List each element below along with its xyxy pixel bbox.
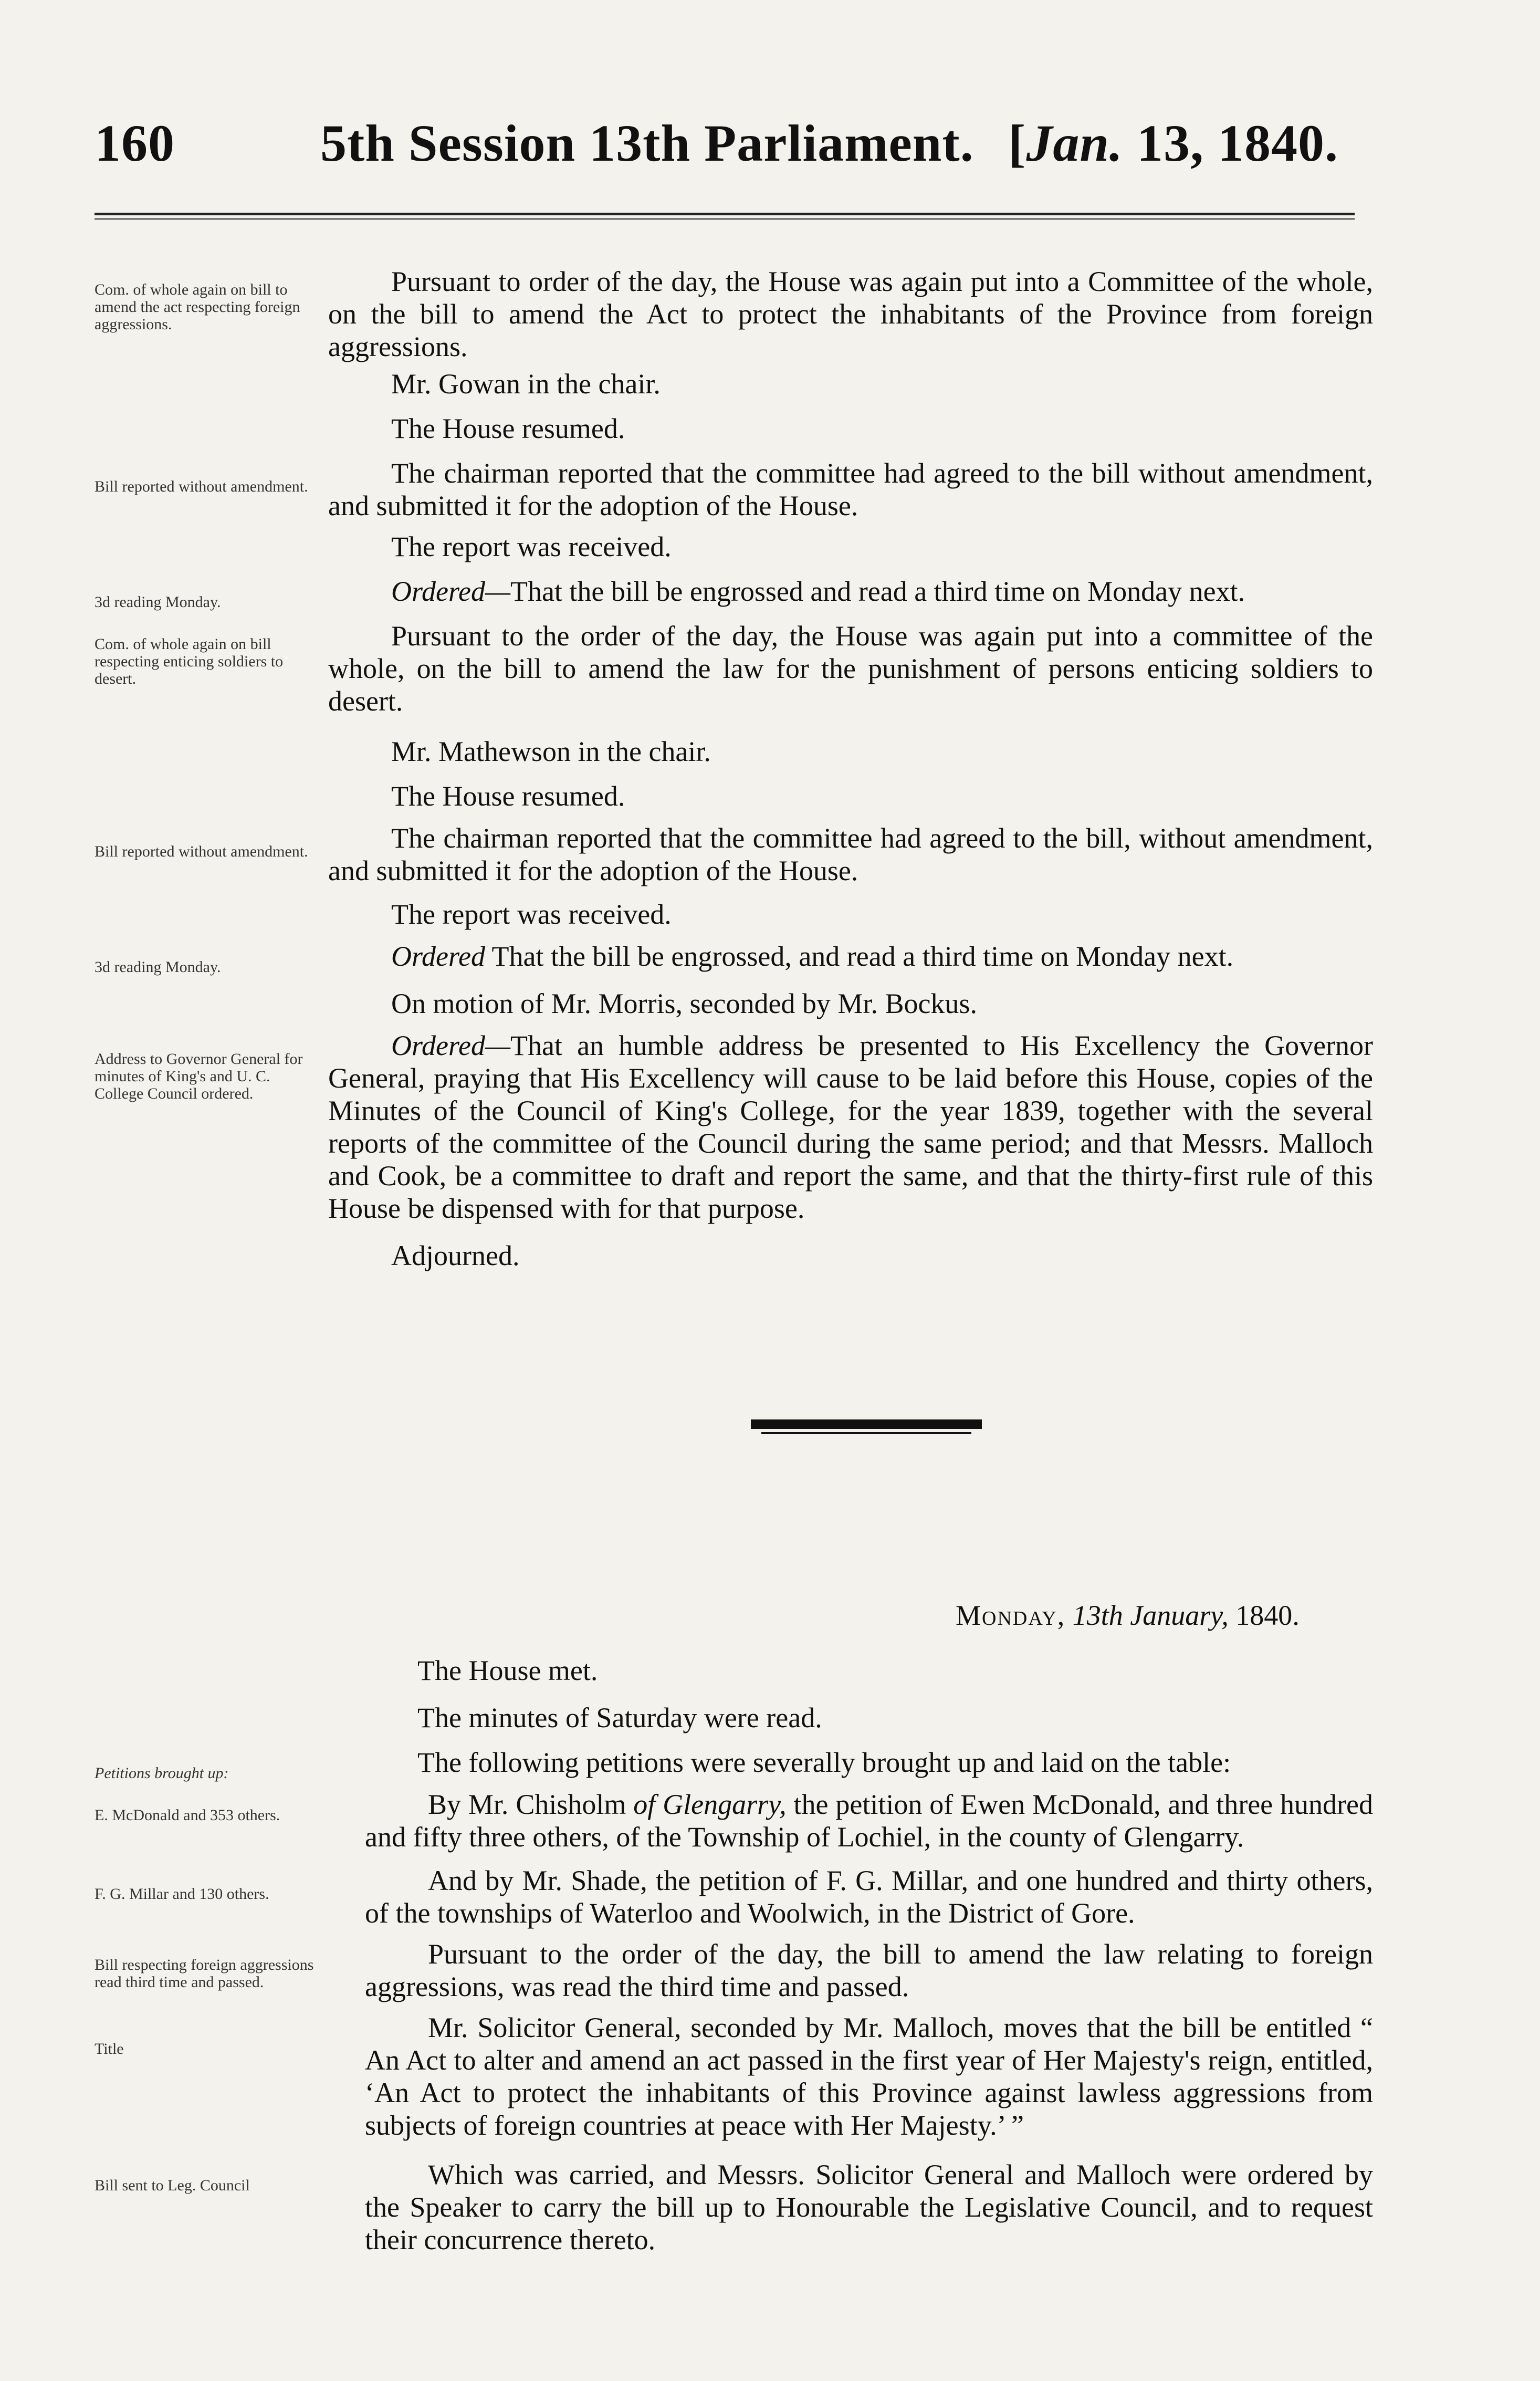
margin-note: 3d reading Monday. <box>95 958 221 976</box>
paragraph: By Mr. Chisholm of Glengarry, the petition of Ewen McDonald, and three hundred and fifty three others, of the Township of Lochiel, in the county of Glengarry. <box>365 1789 1373 1853</box>
paragraph: The following petitions were severally brought up and laid on the table: <box>417 1747 1231 1778</box>
paragraph: The chairman reported that the committee had agreed to the bill, without amendment, and submitted it for the adoption of the House. <box>328 822 1373 886</box>
paragraph: Pursuant to the order of the day, the bill to amend the law relating to foreign aggressions, was read the third time and passed. <box>365 1938 1373 2002</box>
paragraph: And by Mr. Shade, the petition of F. G. Millar, and one hundred and thirty others, of the townships of Waterloo and Woolwich, in the District of Gore. <box>365 1865 1373 1929</box>
paragraph: Ordered That the bill be engrossed, and read a third time on Monday next. <box>391 941 1234 972</box>
paragraph: Ordered—That the bill be engrossed and read a third time on Monday next. <box>391 576 1245 607</box>
margin-note: Title <box>95 2040 124 2058</box>
margin-note: Com. of whole again on bill respecting enticing soldiers to desert. <box>95 635 284 687</box>
margin-note: Bill reported without amendment. <box>95 843 308 860</box>
paragraph: Adjourned. <box>391 1240 520 1271</box>
page-header <box>0 113 1540 181</box>
paragraph: The House resumed. <box>391 780 625 812</box>
paragraph: The report was received. <box>391 899 672 930</box>
margin-note: 3d reading Monday. <box>95 593 221 611</box>
paragraph: Pursuant to order of the day, the House was again put into a Committee of the whole, on the bill to amend the Act to protect the inhabitants of the Province from foreign aggressions. <box>328 266 1373 362</box>
margin-note: Bill reported without amendment. <box>95 478 308 495</box>
running-title: 5th Session 13th Parliament. <box>320 114 974 172</box>
margin-note: F. G. Millar and 130 others. <box>95 1885 269 1903</box>
section-divider <box>751 1419 982 1429</box>
paragraph: The chairman reported that the committee had agreed to the bill without amendment, and submitted it for the adoption of the House. <box>328 457 1373 521</box>
dateline: Monday, 13th January, 1840. <box>956 1600 1300 1631</box>
margin-note: E. McDonald and 353 others. <box>95 1806 280 1824</box>
margin-note: Com. of whole again on bill to amend the act respecting foreign aggressions. <box>95 281 300 333</box>
header-date: [Jan. 13, 1840. <box>1008 114 1338 172</box>
paragraph: Pursuant to the order of the day, the House was again put into a committee of the whole, on the bill to amend the law for the punishment of persons enticing soldiers to desert. <box>328 620 1373 717</box>
paragraph: Which was carried, and Messrs. Solicitor General and Malloch were ordered by the Speaker to carry the bill up to Honourable the Legislative Council, and to request their concurrence thereto. <box>365 2159 1373 2255</box>
margin-note: Petitions brought up: <box>95 1764 229 1782</box>
margin-note: Bill sent to Leg. Council <box>95 2177 250 2194</box>
paragraph: Mr. Gowan in the chair. <box>391 368 661 400</box>
paragraph: The minutes of Saturday were read. <box>417 1702 822 1733</box>
paragraph: Ordered—That an humble address be presented to His Excellency the Governor General, praying that His Excellency will cause to be laid before this House, copies of the Minutes of the Council of King's College, for the year 1839, together with the several reports of the committee of the Council during the same period; and that Messrs. Malloch and Cook, be a committee to draft and report the same, and that the thirty-first rule of this House be dispensed with for that purpose. <box>328 1030 1373 1224</box>
paragraph: The House resumed. <box>391 413 625 444</box>
paragraph: The report was received. <box>391 531 672 562</box>
margin-note: Address to Governor General for minutes of King's and U. C. College Council ordered. <box>95 1050 303 1102</box>
paragraph: Mr. Solicitor General, seconded by Mr. Malloch, moves that the bill be entitled “ An Act to alter and amend an act passed in the first year of Her Majesty's reign, entitled, ‘An Act to protect the inhabitants of this Province against lawless aggressions from subjects of foreign countries at peace with Her Majesty.’ ” <box>365 2012 1373 2141</box>
paragraph: The House met. <box>417 1655 598 1686</box>
header-rule-thin <box>95 218 1355 220</box>
paragraph: Mr. Mathewson in the chair. <box>391 736 711 767</box>
section-divider-thin <box>761 1432 971 1434</box>
margin-note: Bill respecting foreign aggressions read third time and passed. <box>95 1956 314 1991</box>
page-number: 160 <box>95 114 175 172</box>
header-rule <box>95 213 1355 215</box>
paragraph: On motion of Mr. Morris, seconded by Mr. Bockus. <box>391 988 977 1019</box>
